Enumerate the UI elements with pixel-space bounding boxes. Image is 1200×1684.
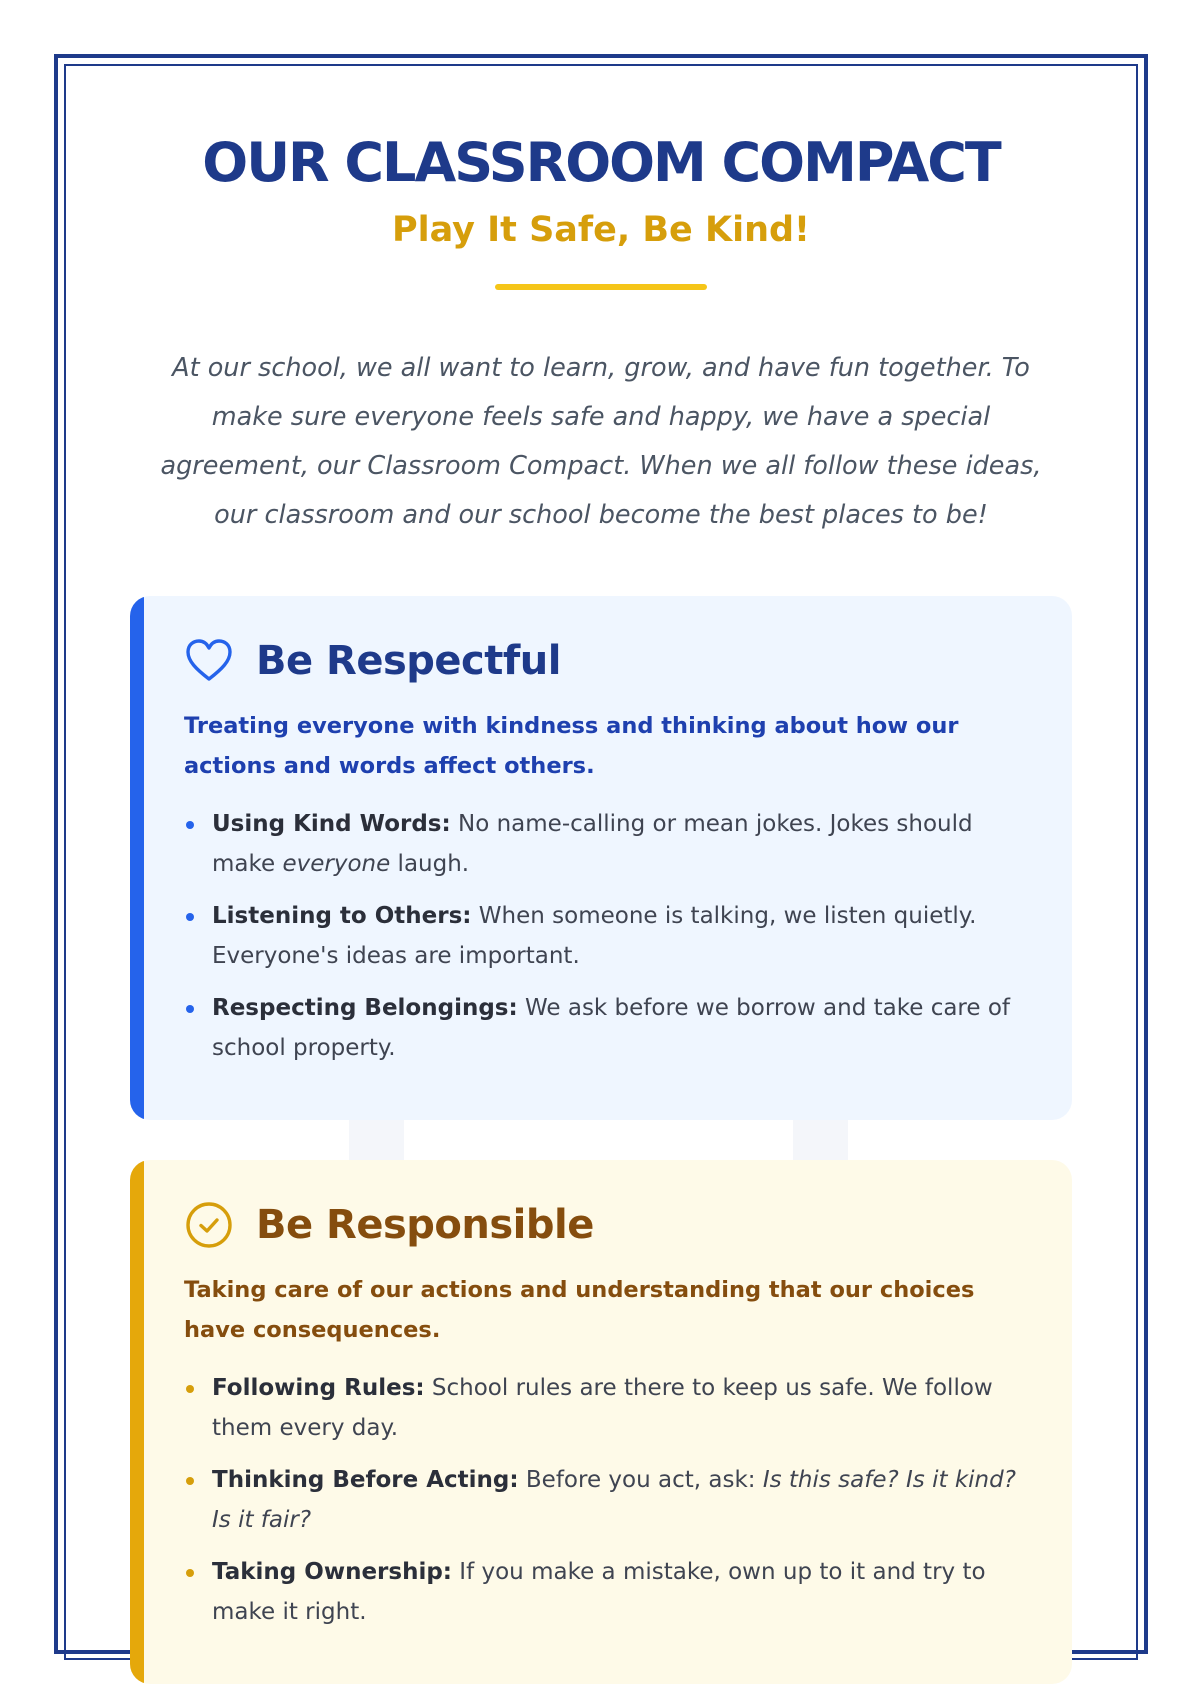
list-item bbox=[184, 804, 1020, 884]
list-item bbox=[184, 1552, 1020, 1632]
section-title: Be Respectful bbox=[256, 638, 561, 684]
item-label: Respecting Belongings: bbox=[212, 995, 518, 1021]
section-summary: Treating everyone with kindness and thinking about how our actions and words affect others. bbox=[184, 713, 959, 779]
item-emphasis: Is this safe? Is it kind? Is it fair? bbox=[212, 1467, 1016, 1533]
item-label: Using Kind Words: bbox=[212, 811, 451, 837]
section-card-respectful bbox=[130, 596, 1072, 1120]
item-label: Thinking Before Acting: bbox=[212, 1467, 519, 1493]
heart-icon bbox=[184, 636, 234, 686]
title-divider bbox=[495, 284, 707, 290]
card-connector-left bbox=[349, 1120, 404, 1160]
item-text-end: laugh. bbox=[390, 851, 470, 877]
item-text: Before you act, ask: bbox=[518, 1467, 763, 1493]
item-text: We ask before we borrow and take care of school property. bbox=[212, 995, 1011, 1061]
page-inner-border bbox=[64, 64, 1138, 1660]
section-list bbox=[184, 1368, 1020, 1632]
list-item bbox=[184, 896, 1020, 976]
page-title: OUR CLASSROOM COMPACT bbox=[202, 131, 1000, 194]
intro-paragraph: At our school, we all want to learn, grow, and have fun together. To make sure everyone feels safe and happy, we have a special agreement, our Classroom Compact. When we all follow these ideas, our classroom and our school become the best places to be! bbox=[160, 353, 1042, 530]
list-item bbox=[184, 1368, 1020, 1448]
item-text: When someone is talking, we listen quietly. Everyone's ideas are important. bbox=[212, 903, 977, 969]
section-list bbox=[184, 804, 1020, 1068]
item-text: If you make a mistake, own up to it and try to make it right. bbox=[212, 1559, 986, 1625]
section-title: Be Responsible bbox=[256, 1202, 594, 1248]
card-connector-right bbox=[793, 1120, 848, 1160]
item-label: Listening to Others: bbox=[212, 903, 472, 929]
item-label: Taking Ownership: bbox=[212, 1559, 452, 1585]
page-content bbox=[130, 66, 1072, 1684]
page-subtitle: Play It Safe, Be Kind! bbox=[391, 210, 811, 250]
check-circle-icon bbox=[184, 1200, 234, 1250]
list-item bbox=[184, 1460, 1020, 1540]
section-header bbox=[184, 1200, 1020, 1250]
item-text: School rules are there to keep us safe. We follow them every day. bbox=[212, 1375, 993, 1441]
section-summary: Taking care of our actions and understanding that our choices have consequences. bbox=[184, 1277, 975, 1343]
section-header bbox=[184, 636, 1020, 686]
item-emphasis: everyone bbox=[282, 851, 391, 877]
compact-page bbox=[54, 54, 1148, 1654]
section-card-responsible bbox=[130, 1160, 1072, 1684]
list-item bbox=[184, 988, 1020, 1068]
item-label: Following Rules: bbox=[212, 1375, 425, 1401]
item-text: No name-calling or mean jokes. Jokes should make bbox=[212, 811, 973, 877]
